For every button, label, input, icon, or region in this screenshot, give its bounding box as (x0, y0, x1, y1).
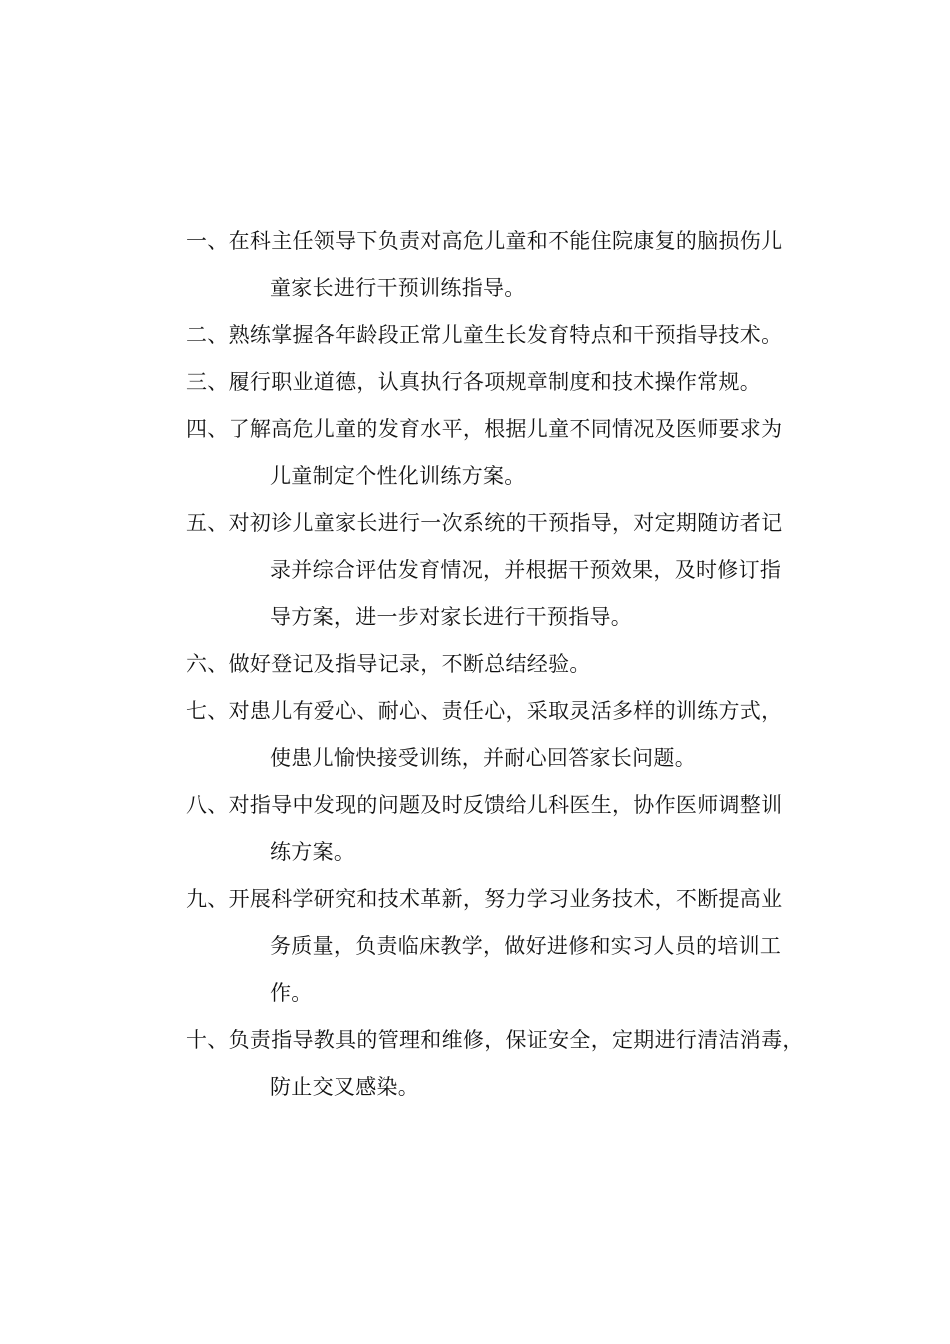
list-item-7 (186, 688, 846, 782)
item-3-line-1: 三、履行职业道德，认真执行各项规章制度和技术操作常规。 (186, 370, 762, 394)
list-item-6 (186, 641, 846, 688)
list-item-9 (186, 876, 846, 1017)
list-item-10 (186, 1017, 846, 1111)
item-9-line-2: 务质量，负责临床教学，做好进修和实习人员的培训工 (270, 934, 782, 958)
item-1-line-1: 一、在科主任领导下负责对高危儿童和不能住院康复的脑损伤儿 (186, 229, 783, 253)
item-7-line-2: 使患儿愉快接受训练，并耐心回答家长问题。 (270, 746, 696, 770)
list-item-5 (186, 500, 846, 641)
duty-list (186, 218, 846, 1111)
list-item-4 (186, 406, 846, 500)
item-4-line-1: 四、了解高危儿童的发育水平，根据儿童不同情况及医师要求为 (186, 417, 783, 441)
item-10-line-2: 防止交叉感染。 (270, 1075, 420, 1099)
list-item-2 (186, 312, 846, 359)
item-5-line-1: 五、对初诊儿童家长进行一次系统的干预指导，对定期随访者记 (186, 511, 783, 535)
list-item-3 (186, 359, 846, 406)
item-9-line-3: 作。 (270, 981, 313, 1005)
item-5-line-2: 录并综合评估发育情况，并根据干预效果，及时修订指 (270, 558, 782, 582)
list-item-8 (186, 782, 846, 876)
item-5-line-3: 导方案，进一步对家长进行干预指导。 (270, 605, 633, 629)
item-8-line-2: 练方案。 (270, 840, 356, 864)
item-8-line-1: 八、对指导中发现的问题及时反馈给儿科医生，协作医师调整训 (186, 793, 783, 817)
list-item-1 (186, 218, 846, 312)
item-7-line-1: 七、对患儿有爱心、耐心、责任心，采取灵活多样的训练方式， (186, 699, 783, 723)
item-10-line-1: 十、负责指导教具的管理和维修，保证安全，定期进行清洁消毒， (186, 1028, 804, 1052)
item-1-line-2: 童家长进行干预训练指导。 (270, 276, 526, 300)
item-4-line-2: 儿童制定个性化训练方案。 (270, 464, 526, 488)
item-9-line-1: 九、开展科学研究和技术革新，努力学习业务技术，不断提高业 (186, 887, 783, 911)
item-6-line-1: 六、做好登记及指导记录，不断总结经验。 (186, 652, 591, 676)
item-2-line-1: 二、熟练掌握各年龄段正常儿童生长发育特点和干预指导技术。 (186, 323, 783, 347)
